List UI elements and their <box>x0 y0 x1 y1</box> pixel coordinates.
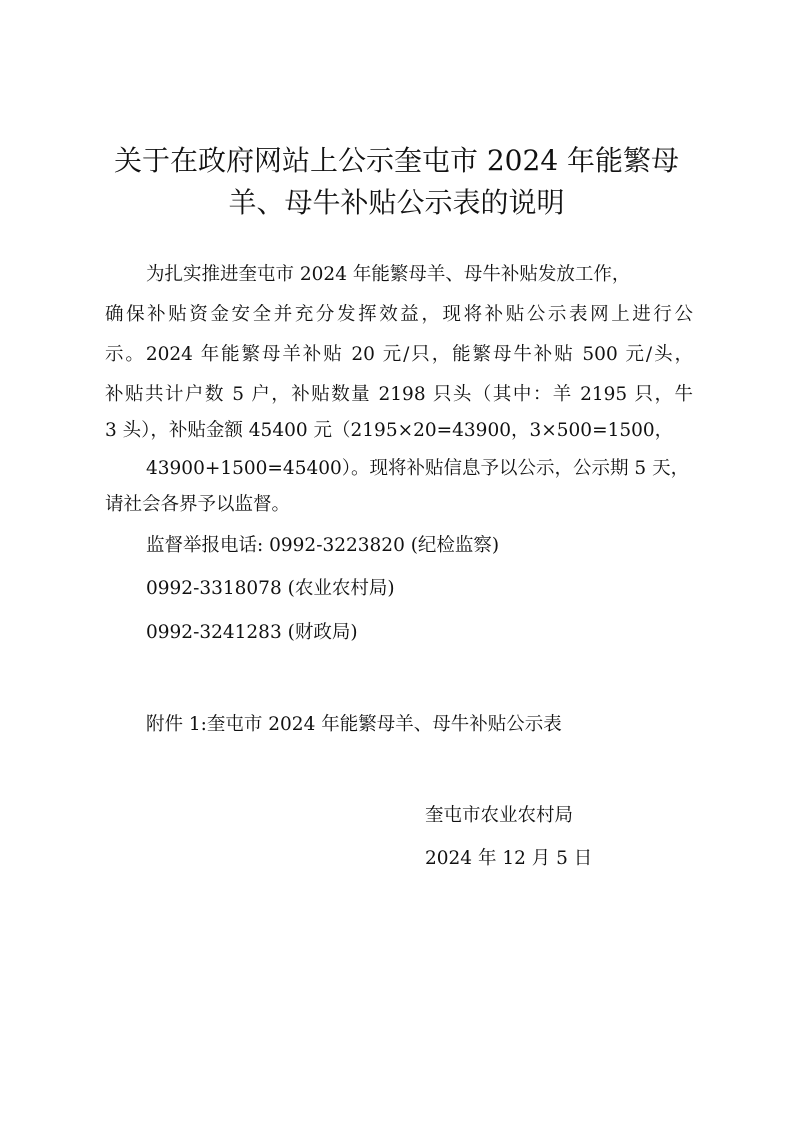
page-title <box>60 140 733 224</box>
attachment-note: 附件 1:奎屯市 2024 年能繁母羊、母牛补贴公示表 <box>146 714 562 735</box>
body-line-1: 为扎实推进奎屯市 2024 年能繁母羊、母牛补贴发放工作， <box>146 264 631 285</box>
hotline-discipline: 监督举报电话: 0992-3223820 (纪检监察) <box>146 535 500 556</box>
hotline-finance: 0992-3241283 (财政局) <box>146 622 358 643</box>
body-line-3: 示。2024 年能繁母羊补贴 20 元/只，能繁母牛补贴 500 元/头， <box>105 344 693 365</box>
body-line-5: 3 头），补贴金额 45400 元（2195×20=43900，3×500=1500， <box>105 420 674 441</box>
body-line-2: 确保补贴资金安全并充分发挥效益，现将补贴公示表网上进行公 <box>105 304 693 325</box>
signature-org: 奎屯市农业农村局 <box>425 805 574 826</box>
title-line-1: 关于在政府网站上公示奎屯市 2024 年能繁母 <box>113 144 680 177</box>
hotline-agriculture: 0992-3318078 (农业农村局) <box>146 578 395 599</box>
body-line-4: 补贴共计户数 5 户，补贴数量 2198 只头（其中：羊 2195 只，牛 <box>105 384 693 405</box>
body-line-7: 请社会各界予以监督。 <box>105 494 291 515</box>
body-line-6: 43900+1500=45400）。现将补贴信息予以公示，公示期 5 天， <box>146 458 690 479</box>
signature-date: 2024 年 12 月 5 日 <box>425 848 593 869</box>
title-line-2: 羊、母牛补贴公示表的说明 <box>228 186 565 219</box>
